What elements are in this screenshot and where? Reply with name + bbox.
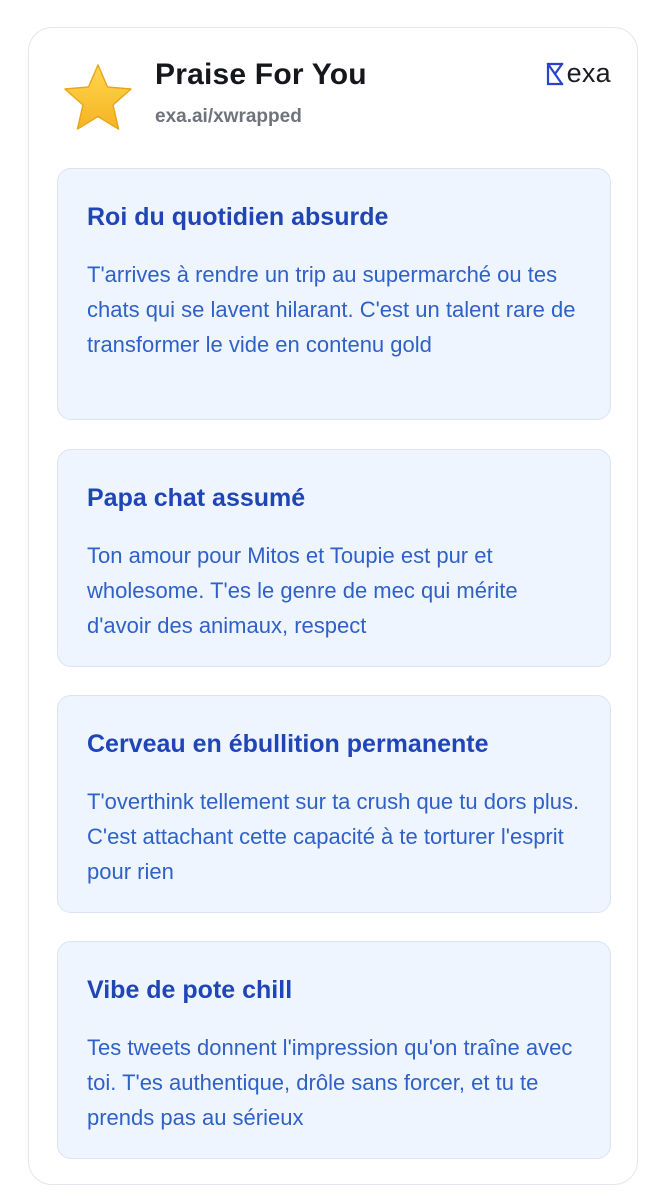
page-title: Praise For You	[155, 58, 367, 91]
praise-text: T'overthink tellement sur ta crush que tu dors plus. C'est attachant cette capacité à te torturer l'esprit pour rien	[87, 789, 580, 884]
praise-item	[57, 449, 611, 667]
exa-logo-icon	[545, 62, 565, 86]
praise-text: Ton amour pour Mitos et Toupie est pur et wholesome. T'es le genre de mec qui mérite d'avoir des animaux, respect	[87, 543, 518, 638]
exa-logo-text: exa	[566, 58, 611, 88]
site-link[interactable]: exa.ai/xwrapped	[155, 106, 302, 127]
praise-title: Vibe de pote chill	[87, 976, 293, 1004]
praise-item	[57, 168, 611, 420]
praise-title: Cerveau en ébullition permanente	[87, 730, 489, 758]
praise-title: Roi du quotidien absurde	[87, 203, 389, 231]
praise-item	[57, 695, 611, 913]
praise-card	[28, 27, 638, 1185]
exa-logo	[545, 60, 611, 87]
card-header	[29, 28, 637, 158]
praise-text: Tes tweets donnent l'impression qu'on traîne avec toi. T'es authentique, drôle sans forcer, et tu te prends pas au sérieux	[87, 1035, 573, 1130]
praise-text: T'arrives à rendre un trip au supermarché ou tes chats qui se lavent hilarant. C'est un talent rare de transformer le vide en contenu gold	[87, 262, 576, 357]
star-icon	[62, 62, 134, 134]
praise-item	[57, 941, 611, 1159]
praise-title: Papa chat assumé	[87, 484, 306, 512]
